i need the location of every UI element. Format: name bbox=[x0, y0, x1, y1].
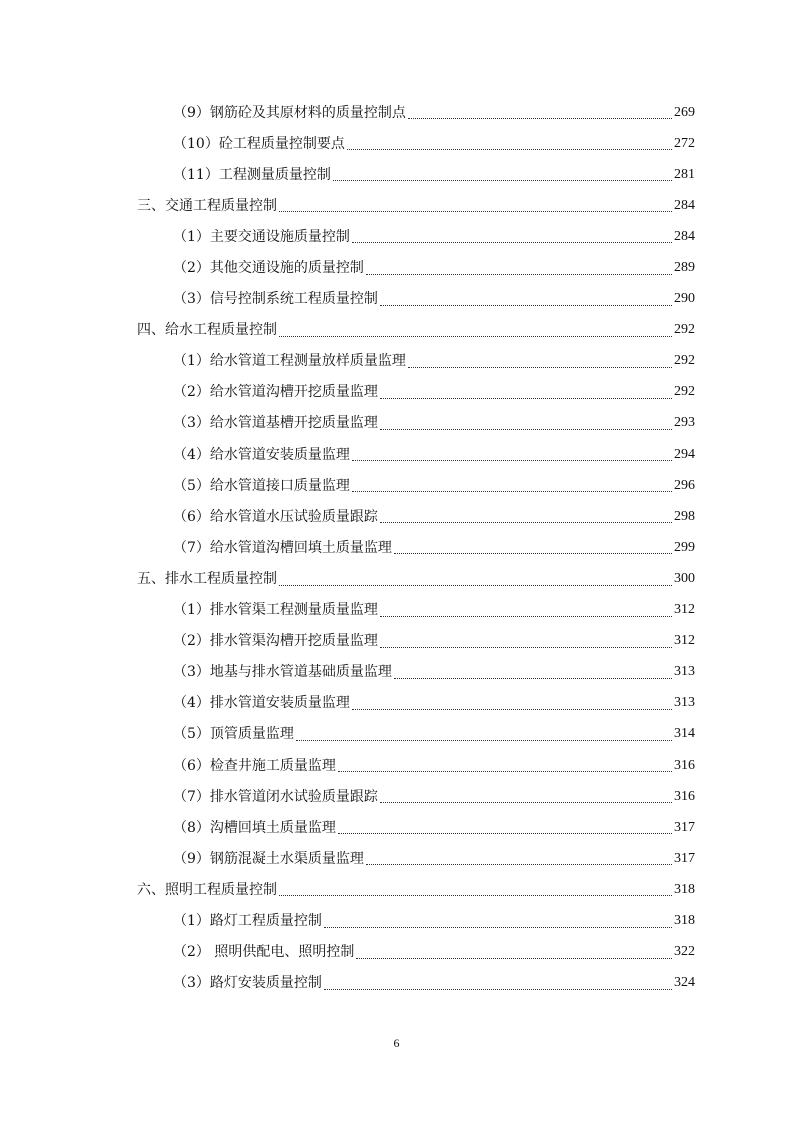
toc-entry-label: 三、交通工程质量控制 bbox=[137, 197, 277, 214]
toc-dot-leader bbox=[366, 863, 672, 865]
toc-dot-leader bbox=[279, 894, 672, 896]
toc-subsection-entry[interactable] bbox=[0, 377, 793, 408]
toc-entry-page: 290 bbox=[674, 291, 695, 307]
toc-entry-label: （3）信号控制系统工程质量控制 bbox=[173, 291, 378, 308]
toc-entry-label: （11）工程测量质量控制 bbox=[173, 166, 331, 183]
toc-subsection-entry[interactable] bbox=[0, 470, 793, 501]
toc-dot-leader bbox=[380, 428, 672, 430]
toc-entry-page: 313 bbox=[674, 664, 695, 680]
toc-subsection-entry[interactable] bbox=[0, 252, 793, 283]
toc-entry-page: 284 bbox=[674, 228, 695, 244]
toc-dot-leader bbox=[338, 770, 672, 772]
toc-dot-leader bbox=[279, 335, 672, 337]
toc-dot-leader bbox=[324, 988, 672, 990]
toc-entry-page: 272 bbox=[674, 135, 695, 151]
toc-subsection-entry[interactable] bbox=[0, 812, 793, 843]
toc-subsection-entry[interactable] bbox=[0, 128, 793, 159]
toc-entry-label: （3）给水管道基槽开挖质量监理 bbox=[173, 415, 378, 432]
toc-entry-page: 317 bbox=[674, 819, 695, 835]
toc-entry-page: 318 bbox=[674, 912, 695, 928]
toc-entry-label: （1）主要交通设施质量控制 bbox=[173, 228, 350, 245]
toc-entry-page: 324 bbox=[674, 975, 695, 991]
toc-dot-leader bbox=[279, 210, 672, 212]
toc-subsection-entry[interactable] bbox=[0, 657, 793, 688]
toc-entry-label: （5）顶管质量监理 bbox=[173, 726, 294, 743]
toc-subsection-entry[interactable] bbox=[0, 937, 793, 968]
toc-dot-leader bbox=[279, 584, 672, 586]
toc-entry-page: 322 bbox=[674, 944, 695, 960]
toc-subsection-entry[interactable] bbox=[0, 408, 793, 439]
table-of-contents bbox=[0, 97, 793, 999]
toc-entry-label: （5）给水管道接口质量监理 bbox=[173, 477, 350, 494]
toc-dot-leader bbox=[380, 615, 672, 617]
toc-entry-page: 312 bbox=[674, 602, 695, 618]
toc-section-entry[interactable] bbox=[0, 190, 793, 221]
toc-entry-page: 316 bbox=[674, 788, 695, 804]
toc-entry-page: 299 bbox=[674, 539, 695, 555]
toc-subsection-entry[interactable] bbox=[0, 532, 793, 563]
toc-subsection-entry[interactable] bbox=[0, 688, 793, 719]
toc-subsection-entry[interactable] bbox=[0, 968, 793, 999]
toc-entry-label: （9）钢筋混凝土水渠质量监理 bbox=[173, 850, 364, 867]
toc-entry-page: 292 bbox=[674, 353, 695, 369]
toc-section-entry[interactable] bbox=[0, 874, 793, 905]
toc-subsection-entry[interactable] bbox=[0, 719, 793, 750]
toc-dot-leader bbox=[394, 677, 672, 679]
toc-subsection-entry[interactable] bbox=[0, 221, 793, 252]
toc-entry-page: 317 bbox=[674, 850, 695, 866]
toc-entry-label: （3）地基与排水管道基础质量监理 bbox=[173, 664, 392, 681]
toc-entry-label: 五、排水工程质量控制 bbox=[137, 570, 277, 587]
toc-entry-label: （2）排水管渠沟槽开挖质量监理 bbox=[173, 633, 378, 650]
toc-entry-page: 314 bbox=[674, 726, 695, 742]
toc-entry-page: 316 bbox=[674, 757, 695, 773]
toc-entry-page: 294 bbox=[674, 446, 695, 462]
toc-entry-page: 269 bbox=[674, 104, 695, 120]
toc-dot-leader bbox=[347, 148, 672, 150]
toc-dot-leader bbox=[380, 521, 672, 523]
toc-dot-leader bbox=[380, 304, 672, 306]
toc-subsection-entry[interactable] bbox=[0, 346, 793, 377]
toc-entry-label: （10）砼工程质量控制要点 bbox=[173, 135, 345, 152]
toc-dot-leader bbox=[338, 832, 672, 834]
toc-entry-page: 296 bbox=[674, 477, 695, 493]
toc-entry-page: 284 bbox=[674, 197, 695, 213]
toc-entry-label: 六、照明工程质量控制 bbox=[137, 881, 277, 898]
toc-subsection-entry[interactable] bbox=[0, 439, 793, 470]
toc-dot-leader bbox=[352, 490, 672, 492]
toc-subsection-entry[interactable] bbox=[0, 501, 793, 532]
toc-dot-leader bbox=[352, 459, 672, 461]
toc-dot-leader bbox=[333, 179, 672, 181]
toc-entry-page: 292 bbox=[674, 384, 695, 400]
toc-subsection-entry[interactable] bbox=[0, 595, 793, 626]
toc-subsection-entry[interactable] bbox=[0, 843, 793, 874]
toc-subsection-entry[interactable] bbox=[0, 905, 793, 936]
toc-entry-page: 318 bbox=[674, 881, 695, 897]
toc-entry-label: （7）给水管道沟槽回填土质量监理 bbox=[173, 539, 392, 556]
toc-section-entry[interactable] bbox=[0, 563, 793, 594]
toc-dot-leader bbox=[380, 646, 672, 648]
toc-entry-page: 313 bbox=[674, 695, 695, 711]
toc-entry-label: （8）沟槽回填土质量监理 bbox=[173, 819, 336, 836]
toc-entry-label: 四、给水工程质量控制 bbox=[137, 322, 277, 339]
toc-entry-label: （7）排水管道闭水试验质量跟踪 bbox=[173, 788, 378, 805]
toc-entry-label: （4）排水管道安装质量监理 bbox=[173, 695, 350, 712]
toc-dot-leader bbox=[324, 926, 672, 928]
toc-subsection-entry[interactable] bbox=[0, 781, 793, 812]
toc-entry-label: （6）给水管道水压试验质量跟踪 bbox=[173, 508, 378, 525]
toc-dot-leader bbox=[394, 552, 672, 554]
toc-entry-label: （1）路灯工程质量控制 bbox=[173, 912, 322, 929]
toc-subsection-entry[interactable] bbox=[0, 159, 793, 190]
toc-dot-leader bbox=[408, 366, 672, 368]
toc-entry-label: （2）给水管道沟槽开挖质量监理 bbox=[173, 384, 378, 401]
toc-dot-leader bbox=[366, 273, 672, 275]
toc-entry-page: 292 bbox=[674, 322, 695, 338]
toc-entry-page: 281 bbox=[674, 166, 695, 182]
toc-entry-label: （9）钢筋砼及其原材料的质量控制点 bbox=[173, 104, 406, 121]
toc-entry-page: 293 bbox=[674, 415, 695, 431]
toc-entry-label: （6）检查井施工质量监理 bbox=[173, 757, 336, 774]
toc-dot-leader bbox=[296, 739, 672, 741]
toc-entry-label: （2）其他交通设施的质量控制 bbox=[173, 260, 364, 277]
toc-dot-leader bbox=[380, 397, 672, 399]
toc-entry-page: 289 bbox=[674, 260, 695, 276]
page-number: 6 bbox=[393, 1036, 400, 1050]
toc-entry-label: （3）路灯安装质量控制 bbox=[173, 975, 322, 992]
toc-subsection-entry[interactable] bbox=[0, 750, 793, 781]
toc-dot-leader bbox=[352, 708, 672, 710]
toc-dot-leader bbox=[380, 801, 672, 803]
toc-entry-label: （1）给水管道工程测量放样质量监理 bbox=[173, 353, 406, 370]
toc-subsection-entry[interactable] bbox=[0, 626, 793, 657]
toc-dot-leader bbox=[408, 117, 672, 119]
toc-subsection-entry[interactable] bbox=[0, 97, 793, 128]
toc-dot-leader bbox=[352, 241, 672, 243]
toc-subsection-entry[interactable] bbox=[0, 284, 793, 315]
toc-dot-leader bbox=[356, 957, 672, 959]
toc-entry-page: 312 bbox=[674, 633, 695, 649]
toc-entry-label: （1）排水管渠工程测量质量监理 bbox=[173, 602, 378, 619]
toc-entry-label: （4）给水管道安装质量监理 bbox=[173, 446, 350, 463]
toc-entry-label: （2） 照明供配电、照明控制 bbox=[173, 944, 355, 961]
toc-entry-page: 298 bbox=[674, 508, 695, 524]
toc-entry-page: 300 bbox=[674, 570, 695, 586]
toc-section-entry[interactable] bbox=[0, 315, 793, 346]
